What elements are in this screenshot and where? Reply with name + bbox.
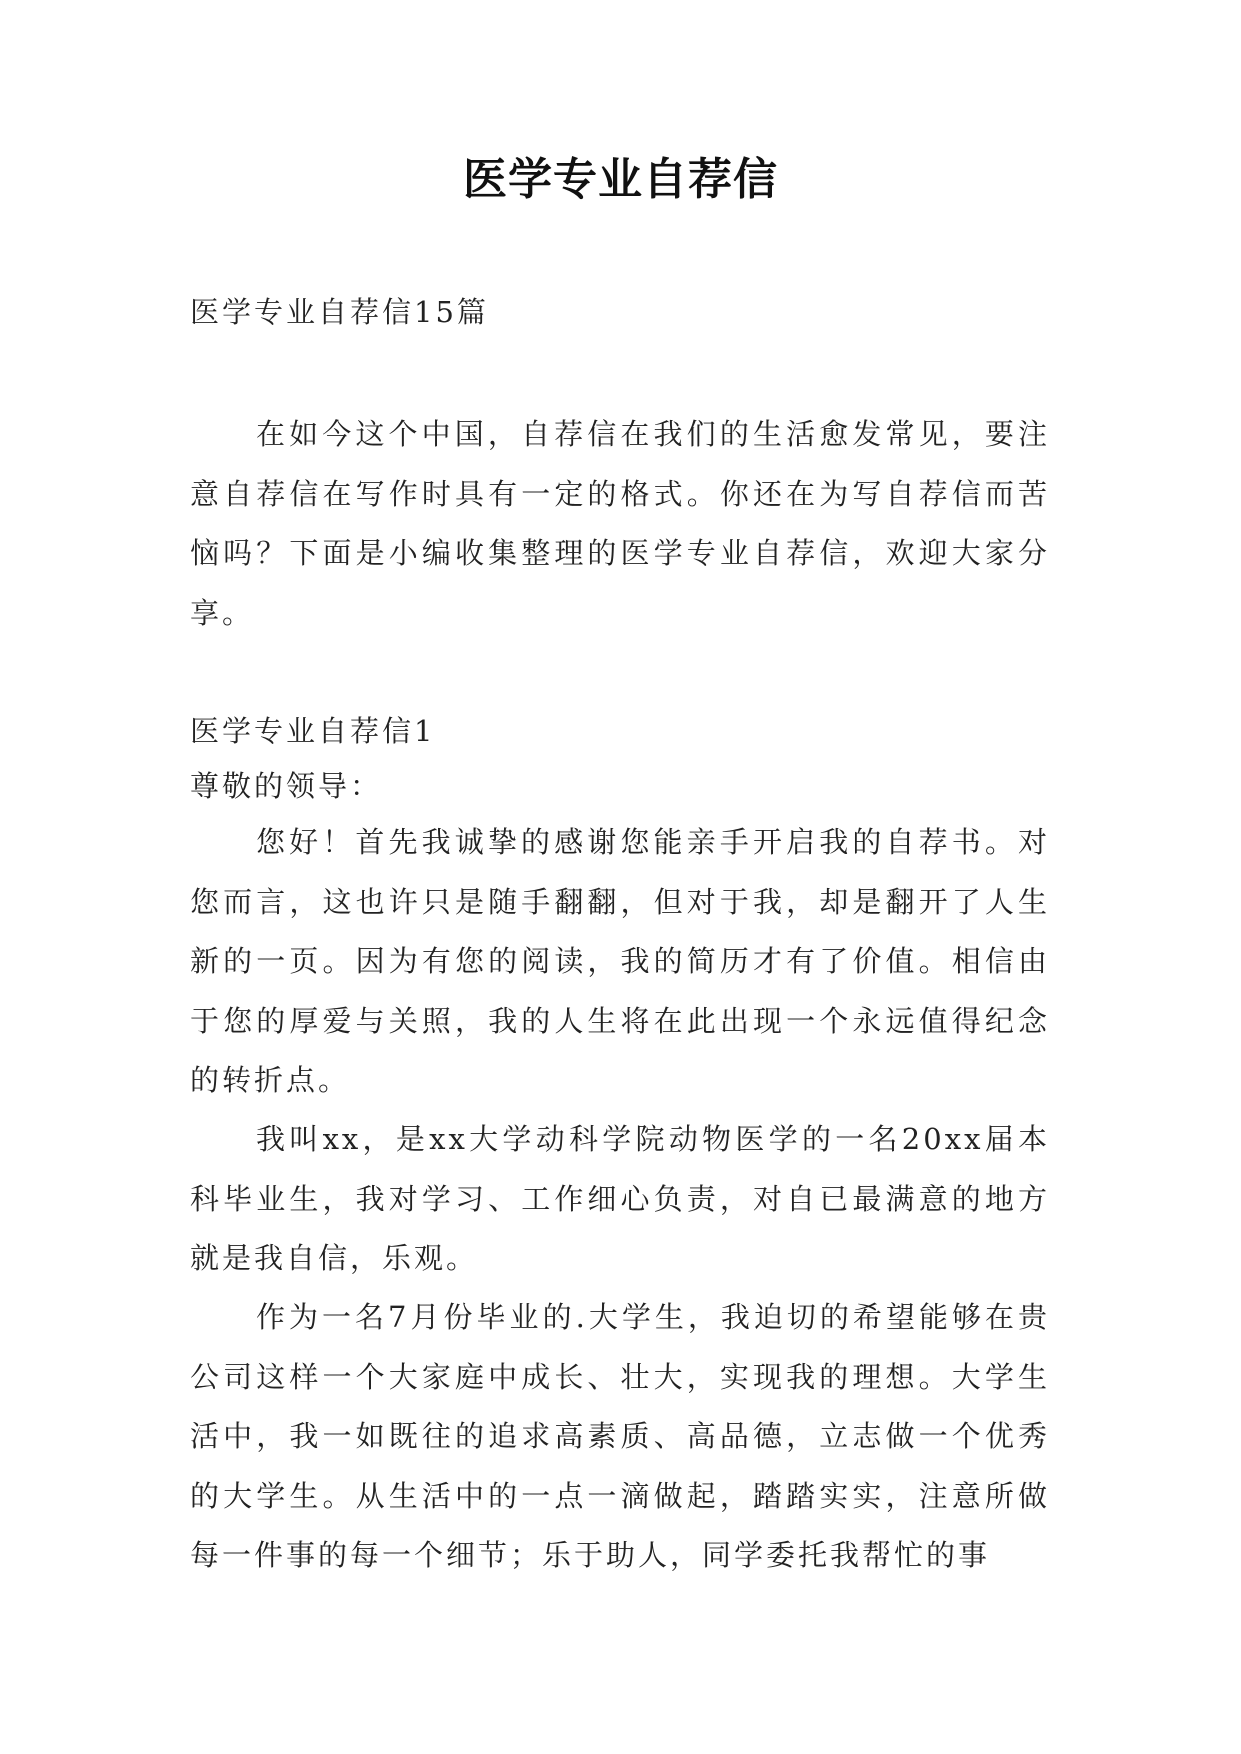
body-paragraph: 我叫xx，是xx大学动科学院动物医学的一名20xx届本科毕业生，我对学习、工作细心负责，对自已最满意的地方就是我自信，乐观。 [190,1122,1050,1275]
body-paragraph: 您好！首先我诚挚的感谢您能亲手开启我的自荐书。对您而言，这也许只是随手翻翻，但对于我，却是翻开了人生新的一页。因为有您的阅读，我的简历才有了价值。相信由于您的厚爱与关照，我的人生将在此出现一个永远值得纪念的转折点。 [190,825,1050,1097]
salutation: 尊敬的领导： [190,769,383,803]
document-subtitle: 医学专业自荐信15篇 [190,295,489,329]
document-title: 医学专业自荐信 [463,154,778,205]
section-heading: 医学专业自荐信1 [190,714,436,748]
intro-paragraph: 在如今这个中国，自荐信在我们的生活愈发常见，要注意自荐信在写作时具有一定的格式。你还在为写自荐信而苦恼吗？下面是小编收集整理的医学专业自荐信，欢迎大家分享。 [190,417,1050,630]
body-paragraph: 作为一名7月份毕业的.大学生，我迫切的希望能够在贵公司这样一个大家庭中成长、壮大，实现我的理想。大学生活中，我一如既往的追求高素质、高品德，立志做一个优秀的大学生。从生活中的一点一滴做起，踏踏实实，注意所做每一件事的每一个细节；乐于助人，同学委托我帮忙的事 [190,1300,1050,1572]
